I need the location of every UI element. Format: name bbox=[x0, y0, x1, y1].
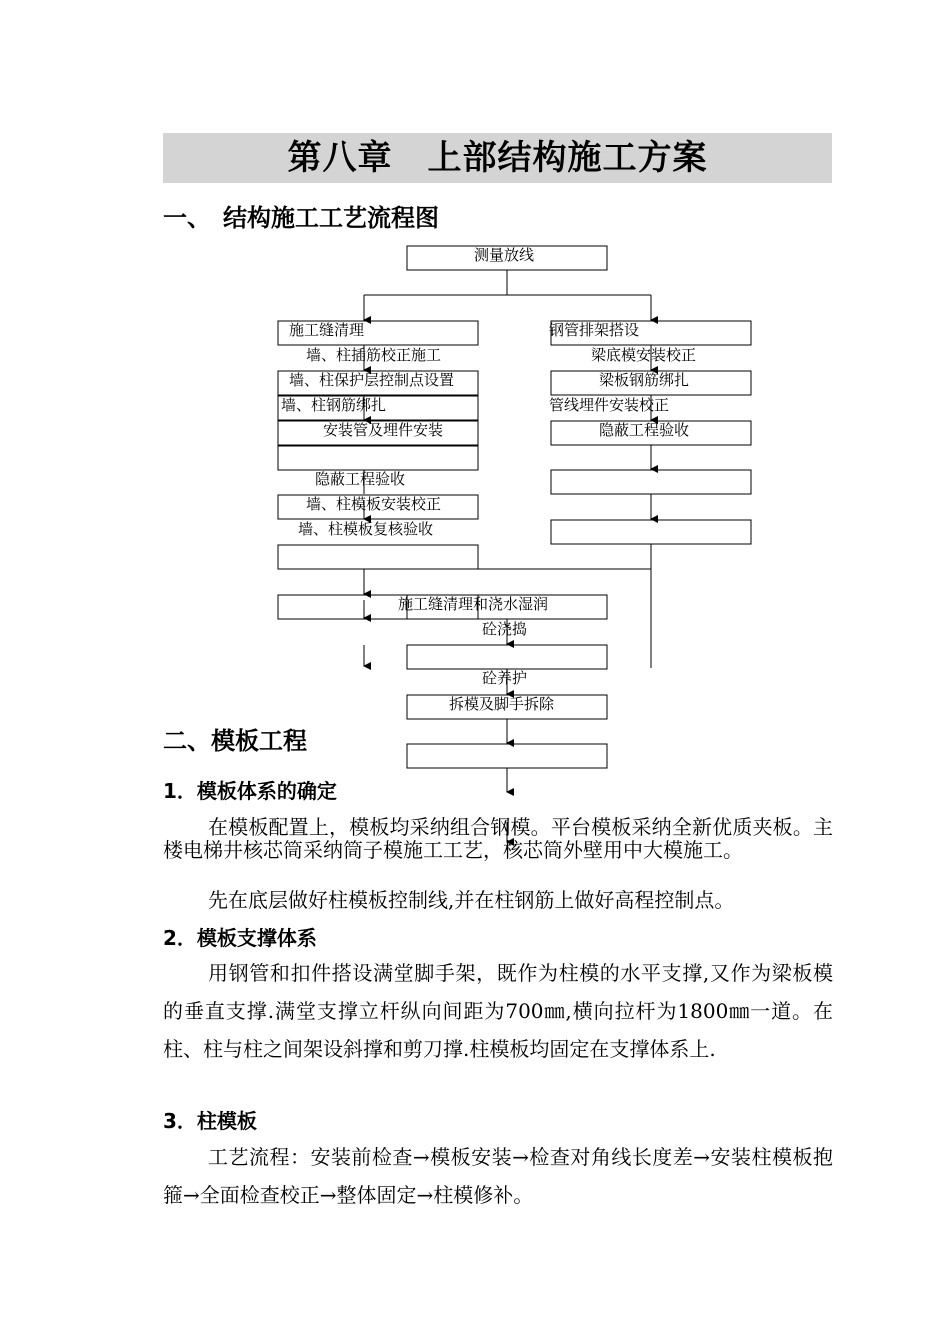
flow-box-right-4 bbox=[551, 470, 751, 494]
flow-box-bottom-2 bbox=[407, 645, 607, 669]
flow-text-left-5: 安装管及埋件安装 bbox=[323, 421, 444, 439]
flow-text-right-4: 管线埋件安装校正 bbox=[549, 396, 670, 414]
sub1-heading: 1．模板体系的确定 bbox=[163, 779, 337, 803]
sub3-heading: 3．柱模板 bbox=[163, 1109, 257, 1133]
flow-text-left-6: 隐蔽工程验收 bbox=[315, 470, 406, 488]
flow-text-right-2: 梁底模安装校正 bbox=[591, 346, 697, 364]
flow-text-bottom-2: 砼浇捣 bbox=[482, 620, 528, 638]
flow-text-bottom-3: 砼养护 bbox=[482, 669, 528, 687]
flow-text-bottom-1: 施工缝清理和浇水湿润 bbox=[398, 595, 549, 613]
flow-text-left-2: 墙、柱插筋校正施工 bbox=[306, 346, 442, 364]
flow-text-right-5: 隐蔽工程验收 bbox=[599, 421, 690, 439]
flow-text-right-3: 梁板钢筋绑扎 bbox=[599, 371, 690, 389]
sub1-paragraph-2: 先在底层做好柱模板控制线,并在柱钢筋上做好高程控制点。 bbox=[208, 888, 735, 912]
sub2-heading: 2．模板支撑体系 bbox=[163, 926, 317, 950]
flow-box-left-5 bbox=[278, 446, 478, 470]
flow-box-bottom-4 bbox=[407, 744, 607, 768]
flow-text-right-1: 钢管排架搭设 bbox=[549, 321, 640, 339]
flow-text-left-1: 施工缝清理 bbox=[289, 321, 365, 339]
section1-heading: 一、 结构施工工艺流程图 bbox=[163, 204, 439, 232]
section2-heading: 二、模板工程 bbox=[163, 727, 307, 755]
sub2-paragraph-1: 用钢管和扣件搭设满堂脚手架，既作为柱模的水平支撑,又作为梁板模的垂直支撑.满堂支撑立杆纵向间距为700㎜,横向拉杆为1800㎜一道。在柱、柱与柱之间架设斜撑和剪刀撑.柱模板均固定在支撑体系上. bbox=[163, 961, 833, 1061]
flow-box-left-7 bbox=[278, 545, 478, 569]
flow-text-left-8: 墙、柱模板复核验收 bbox=[298, 520, 434, 538]
page-title: 第八章 上部结构施工方案 bbox=[287, 138, 708, 178]
flow-text-top: 测量放线 bbox=[474, 246, 535, 264]
flow-box-right-5 bbox=[551, 520, 751, 544]
sub3-paragraph-1: 工艺流程：安装前检查→模板安装→检查对角线长度差→安装柱模板抱箍→全面检查校正→整体固定→柱模修补。 bbox=[163, 1145, 833, 1207]
flow-text-left-7: 墙、柱模板安装校正 bbox=[306, 495, 442, 513]
flow-text-left-3: 墙、柱保护层控制点设置 bbox=[289, 371, 455, 389]
flow-text-bottom-4: 拆模及脚手拆除 bbox=[449, 695, 555, 713]
sub1-paragraph-1: 在模板配置上，模板均采纳组合钢模。平台模板采纳全新优质夹板。主楼电梯井核芯筒采纳筒子模施工工艺，核芯筒外壁用中大模施工。 bbox=[163, 815, 833, 862]
flow-text-left-4: 墙、柱钢筋绑扎 bbox=[281, 396, 387, 414]
